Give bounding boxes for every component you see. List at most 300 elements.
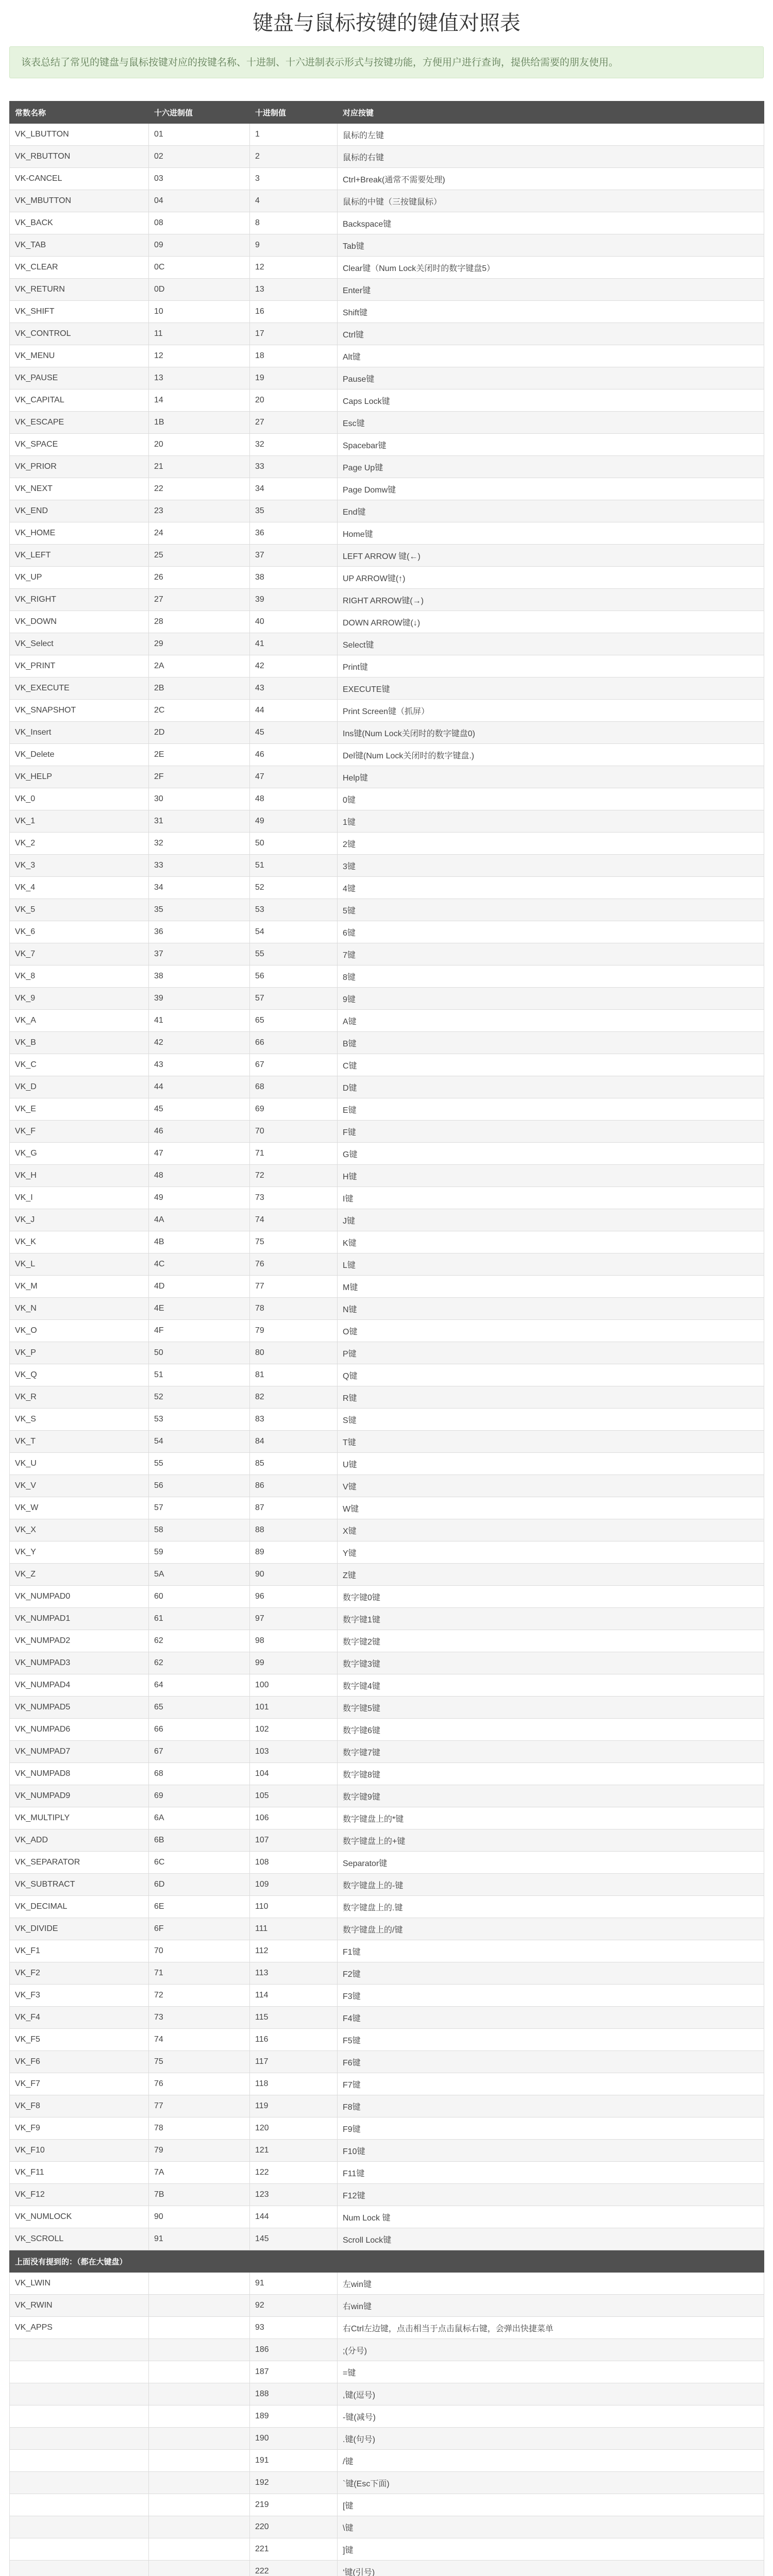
cell-key: Ins键(Num Lock关闭时的数字键盘0) [338,722,764,744]
cell-hex-value: 5A [149,1564,250,1586]
cell-constant-name: VK_C [10,1054,149,1076]
cell-key: I键 [338,1187,764,1209]
table-row [10,1231,764,1253]
cell-key: 数字键4键 [338,1674,764,1697]
extra-table-row [10,2361,764,2383]
cell-decimal-value: 221 [250,2538,338,2561]
cell-key: 9键 [338,988,764,1010]
cell-decimal-value: 67 [250,1054,338,1076]
table-row [10,677,764,700]
cell-constant-name: VK_W [10,1497,149,1519]
cell-hex-value: 66 [149,1719,250,1741]
table-row [10,1674,764,1697]
cell-decimal-value: 34 [250,478,338,500]
cell-decimal-value: 116 [250,2029,338,2051]
cell-hex-value: 49 [149,1187,250,1209]
cell-hex-value: 72 [149,1985,250,2007]
cell-hex-value: 76 [149,2073,250,2095]
table-row [10,1276,764,1298]
table-row [10,1519,764,1541]
cell-constant-name: VK_NUMPAD1 [10,1608,149,1630]
cell-hex-value: 53 [149,1409,250,1431]
cell-decimal-value: 78 [250,1298,338,1320]
cell-hex-value: 14 [149,389,250,412]
cell-decimal-value: 75 [250,1231,338,1253]
table-row [10,766,764,788]
table-row [10,412,764,434]
table-row [10,2051,764,2073]
cell-key: ;(分号) [338,2339,764,2361]
cell-constant-name [10,2428,149,2450]
cell-constant-name: VK_PRINT [10,655,149,677]
extra-table-row [10,2383,764,2405]
cell-hex-value: 04 [149,190,250,212]
table-row [10,2228,764,2250]
cell-decimal-value: 118 [250,2073,338,2095]
cell-decimal-value: 56 [250,965,338,988]
cell-key: Enter键 [338,279,764,301]
cell-key: 数字键盘上的.键 [338,1896,764,1918]
cell-constant-name: VK_SNAPSHOT [10,700,149,722]
cell-hex-value [149,2516,250,2538]
cell-key: Help键 [338,766,764,788]
cell-hex-value: 03 [149,168,250,190]
cell-constant-name: VK_F12 [10,2184,149,2206]
table-row [10,1054,764,1076]
cell-decimal-value: 65 [250,1010,338,1032]
cell-key: 数字键1键 [338,1608,764,1630]
cell-hex-value [149,2428,250,2450]
spacer [0,78,773,101]
table-row [10,1032,764,1054]
cell-key: ,键(逗号) [338,2383,764,2405]
header-constant-name: 常数名称 [10,101,149,124]
cell-key: Separator键 [338,1852,764,1874]
cell-decimal-value: 72 [250,1165,338,1187]
cell-hex-value: 08 [149,212,250,234]
cell-decimal-value: 55 [250,943,338,965]
cell-hex-value [149,2538,250,2561]
cell-decimal-value: 73 [250,1187,338,1209]
cell-hex-value: 01 [149,124,250,146]
cell-constant-name: VK_LBUTTON [10,124,149,146]
cell-key: Backspace键 [338,212,764,234]
table-row [10,1586,764,1608]
intro-note: 该表总结了常见的键盘与鼠标按键对应的按键名称、十进制、十六进制表示形式与按键功能，方便用户进行查询，提供给需要的朋友使用。 [9,46,764,78]
cell-hex-value: 6B [149,1829,250,1852]
table-header-row [10,101,764,124]
table-row [10,1985,764,2007]
cell-decimal-value: 102 [250,1719,338,1741]
cell-key: F12键 [338,2184,764,2206]
cell-key: Page Domw键 [338,478,764,500]
cell-key: 数字键8键 [338,1763,764,1785]
cell-constant-name [10,2538,149,2561]
table-body [10,124,764,2250]
cell-constant-name: VK_D [10,1076,149,1098]
extra-table-row [10,2516,764,2538]
cell-key: 右Ctrl左边键，点击相当于点击鼠标右键，会弹出快捷菜单 [338,2317,764,2339]
cell-constant-name: VK_PRIOR [10,456,149,478]
cell-constant-name [10,2450,149,2472]
cell-hex-value: 57 [149,1497,250,1519]
cell-key: .键(句号) [338,2428,764,2450]
cell-decimal-value: 53 [250,899,338,921]
cell-hex-value: 13 [149,367,250,389]
cell-constant-name: VK_I [10,1187,149,1209]
cell-constant-name: VK_CONTROL [10,323,149,345]
cell-key: P键 [338,1342,764,1364]
cell-decimal-value: 2 [250,146,338,168]
cell-decimal-value: 51 [250,855,338,877]
cell-hex-value: 61 [149,1608,250,1630]
table-row [10,1010,764,1032]
extra-table-row [10,2450,764,2472]
cell-constant-name: VK_N [10,1298,149,1320]
cell-constant-name [10,2339,149,2361]
table-row [10,855,764,877]
section-header-row [10,2250,764,2273]
cell-decimal-value: 88 [250,1519,338,1541]
cell-decimal-value: 20 [250,389,338,412]
cell-hex-value: 2C [149,700,250,722]
cell-constant-name: VK-CANCEL [10,168,149,190]
cell-hex-value [149,2405,250,2428]
cell-decimal-value: 109 [250,1874,338,1896]
cell-key: O键 [338,1320,764,1342]
extra-table-body [10,2273,764,2576]
table-row [10,323,764,345]
table-row [10,1409,764,1431]
cell-hex-value: 37 [149,943,250,965]
cell-decimal-value: 119 [250,2095,338,2117]
cell-key: Tab键 [338,234,764,257]
table-row [10,522,764,545]
extra-table-row [10,2472,764,2494]
table-row [10,279,764,301]
cell-hex-value: 11 [149,323,250,345]
cell-constant-name: VK_CAPITAL [10,389,149,412]
cell-constant-name: VK_F10 [10,2140,149,2162]
table-row [10,1497,764,1519]
cell-constant-name: VK_DIVIDE [10,1918,149,1940]
cell-decimal-value: 77 [250,1276,338,1298]
cell-decimal-value: 120 [250,2117,338,2140]
extra-table-row [10,2494,764,2516]
cell-hex-value: 7B [149,2184,250,2206]
cell-hex-value: 22 [149,478,250,500]
cell-hex-value: 33 [149,855,250,877]
cell-hex-value: 02 [149,146,250,168]
table-row [10,2140,764,2162]
cell-hex-value: 43 [149,1054,250,1076]
cell-constant-name: VK_J [10,1209,149,1231]
cell-key: Caps Lock键 [338,389,764,412]
cell-key: 数字键盘上的*键 [338,1807,764,1829]
cell-constant-name: VK_NUMPAD3 [10,1652,149,1674]
cell-key: 数字键3键 [338,1652,764,1674]
cell-decimal-value: 89 [250,1541,338,1564]
cell-decimal-value: 96 [250,1586,338,1608]
table-row [10,1829,764,1852]
cell-hex-value: 35 [149,899,250,921]
table-row [10,1697,764,1719]
cell-hex-value: 6C [149,1852,250,1874]
table-row [10,301,764,323]
cell-constant-name: VK_F6 [10,2051,149,2073]
table-row [10,1121,764,1143]
cell-key: 数字键7键 [338,1741,764,1763]
cell-decimal-value: 85 [250,1453,338,1475]
cell-constant-name: VK_F1 [10,1940,149,1962]
cell-decimal-value: 9 [250,234,338,257]
cell-constant-name: VK_MULTIPLY [10,1807,149,1829]
table-row [10,589,764,611]
cell-hex-value: 29 [149,633,250,655]
cell-key: Ctrl键 [338,323,764,345]
cell-decimal-value: 93 [250,2317,338,2339]
cell-decimal-value: 36 [250,522,338,545]
cell-hex-value: 25 [149,545,250,567]
table-row [10,1320,764,1342]
cell-decimal-value: 80 [250,1342,338,1364]
cell-decimal-value: 117 [250,2051,338,2073]
cell-hex-value: 10 [149,301,250,323]
table-row [10,744,764,766]
cell-hex-value: 45 [149,1098,250,1121]
cell-decimal-value: 8 [250,212,338,234]
cell-key: Scroll Lock键 [338,2228,764,2250]
cell-constant-name: VK_K [10,1231,149,1253]
table-row [10,1431,764,1453]
cell-constant-name: VK_G [10,1143,149,1165]
cell-hex-value: 4C [149,1253,250,1276]
cell-decimal-value: 82 [250,1386,338,1409]
table-row [10,257,764,279]
cell-decimal-value: 99 [250,1652,338,1674]
cell-constant-name: VK_F7 [10,2073,149,2095]
cell-decimal-value: 190 [250,2428,338,2450]
cell-constant-name: VK_APPS [10,2317,149,2339]
cell-hex-value: 47 [149,1143,250,1165]
table-row [10,478,764,500]
cell-constant-name: VK_Q [10,1364,149,1386]
cell-hex-value: 50 [149,1342,250,1364]
cell-constant-name: VK_B [10,1032,149,1054]
cell-hex-value: 71 [149,1962,250,1985]
cell-hex-value: 69 [149,1785,250,1807]
cell-key: End键 [338,500,764,522]
cell-decimal-value: 35 [250,500,338,522]
table-row [10,633,764,655]
table-row [10,1386,764,1409]
cell-hex-value: 7A [149,2162,250,2184]
table-row [10,722,764,744]
cell-hex-value: 56 [149,1475,250,1497]
cell-key: 数字键盘上的+键 [338,1829,764,1852]
cell-hex-value: 91 [149,2228,250,2250]
table-row [10,124,764,146]
cell-constant-name: VK_CLEAR [10,257,149,279]
cell-key: F4键 [338,2007,764,2029]
cell-constant-name: VK_F3 [10,1985,149,2007]
cell-decimal-value: 1 [250,124,338,146]
cell-hex-value: 20 [149,434,250,456]
cell-decimal-value: 47 [250,766,338,788]
cell-constant-name: VK_SPACE [10,434,149,456]
cell-key: Alt键 [338,345,764,367]
cell-key: RIGHT ARROW键(→) [338,589,764,611]
cell-key: ]键 [338,2538,764,2561]
cell-key: L键 [338,1253,764,1276]
cell-constant-name: VK_NUMLOCK [10,2206,149,2228]
table-row [10,345,764,367]
cell-decimal-value: 66 [250,1032,338,1054]
cell-key: Num Lock 键 [338,2206,764,2228]
cell-constant-name: VK_NUMPAD6 [10,1719,149,1741]
cell-decimal-value: 76 [250,1253,338,1276]
cell-hex-value: 62 [149,1652,250,1674]
cell-constant-name: VK_RBUTTON [10,146,149,168]
cell-constant-name: VK_RIGHT [10,589,149,611]
cell-constant-name [10,2494,149,2516]
cell-constant-name: VK_NUMPAD4 [10,1674,149,1697]
cell-decimal-value: 222 [250,2561,338,2576]
table-row [10,1763,764,1785]
cell-hex-value: 38 [149,965,250,988]
table-row [10,788,764,810]
cell-hex-value [149,2273,250,2295]
cell-constant-name: VK_X [10,1519,149,1541]
cell-decimal-value: 27 [250,412,338,434]
cell-decimal-value: 91 [250,2273,338,2295]
cell-constant-name: VK_DOWN [10,611,149,633]
cell-hex-value: 48 [149,1165,250,1187]
cell-hex-value: 6D [149,1874,250,1896]
cell-hex-value: 75 [149,2051,250,2073]
cell-key: G键 [338,1143,764,1165]
extra-table-row [10,2295,764,2317]
cell-constant-name: VK_2 [10,833,149,855]
cell-constant-name: VK_UP [10,567,149,589]
cell-constant-name [10,2361,149,2383]
cell-decimal-value: 106 [250,1807,338,1829]
cell-key: 3键 [338,855,764,877]
cell-constant-name: VK_F [10,1121,149,1143]
cell-constant-name: VK_RETURN [10,279,149,301]
cell-constant-name: VK_0 [10,788,149,810]
cell-key: T键 [338,1431,764,1453]
cell-key: 数字键5键 [338,1697,764,1719]
cell-key: 左win键 [338,2273,764,2295]
cell-decimal-value: 105 [250,1785,338,1807]
cell-constant-name: VK_Y [10,1541,149,1564]
cell-hex-value: 39 [149,988,250,1010]
cell-decimal-value: 92 [250,2295,338,2317]
cell-decimal-value: 74 [250,1209,338,1231]
extra-table-row [10,2561,764,2576]
cell-key: F8键 [338,2095,764,2117]
cell-hex-value: 2F [149,766,250,788]
cell-decimal-value: 219 [250,2494,338,2516]
cell-key: Z键 [338,1564,764,1586]
cell-key: F键 [338,1121,764,1143]
cell-hex-value: 62 [149,1630,250,1652]
extra-table-row [10,2428,764,2450]
cell-hex-value: 58 [149,1519,250,1541]
table-row [10,1541,764,1564]
cell-decimal-value: 122 [250,2162,338,2184]
cell-decimal-value: 220 [250,2516,338,2538]
cell-hex-value: 73 [149,2007,250,2029]
cell-hex-value: 4D [149,1276,250,1298]
cell-key: N键 [338,1298,764,1320]
cell-key: A键 [338,1010,764,1032]
cell-key: Print键 [338,655,764,677]
cell-decimal-value: 33 [250,456,338,478]
cell-constant-name [10,2472,149,2494]
cell-constant-name: VK_A [10,1010,149,1032]
cell-key: 6键 [338,921,764,943]
cell-decimal-value: 86 [250,1475,338,1497]
cell-key: 数字键盘上的/键 [338,1918,764,1940]
cell-decimal-value: 81 [250,1364,338,1386]
cell-hex-value: 70 [149,1940,250,1962]
table-row [10,1962,764,1985]
cell-decimal-value: 79 [250,1320,338,1342]
cell-hex-value: 4B [149,1231,250,1253]
cell-decimal-value: 3 [250,168,338,190]
cell-key: H键 [338,1165,764,1187]
cell-hex-value [149,2494,250,2516]
cell-decimal-value: 188 [250,2383,338,2405]
cell-decimal-value: 98 [250,1630,338,1652]
cell-hex-value: 41 [149,1010,250,1032]
table-row [10,700,764,722]
cell-key: Pause键 [338,367,764,389]
cell-key: C键 [338,1054,764,1076]
table-row [10,2029,764,2051]
table-row [10,212,764,234]
cell-decimal-value: 68 [250,1076,338,1098]
cell-hex-value: 68 [149,1763,250,1785]
cell-key: S键 [338,1409,764,1431]
table-row [10,389,764,412]
cell-constant-name: VK_F9 [10,2117,149,2140]
cell-decimal-value: 189 [250,2405,338,2428]
cell-hex-value: 6E [149,1896,250,1918]
cell-constant-name: VK_EXECUTE [10,677,149,700]
cell-hex-value: 0D [149,279,250,301]
cell-key: \键 [338,2516,764,2538]
table-row [10,1209,764,1231]
cell-decimal-value: 84 [250,1431,338,1453]
cell-key: [键 [338,2494,764,2516]
cell-decimal-value: 87 [250,1497,338,1519]
table-row [10,810,764,833]
cell-decimal-value: 90 [250,1564,338,1586]
cell-decimal-value: 114 [250,1985,338,2007]
cell-decimal-value: 112 [250,1940,338,1962]
cell-constant-name: VK_9 [10,988,149,1010]
table-row [10,500,764,522]
table-row [10,1475,764,1497]
cell-key: 鼠标的中键（三按键鼠标） [338,190,764,212]
cell-decimal-value: 17 [250,323,338,345]
table-row [10,655,764,677]
cell-key: R键 [338,1386,764,1409]
cell-key: Clear键（Num Lock关闭时的数字键盘5） [338,257,764,279]
